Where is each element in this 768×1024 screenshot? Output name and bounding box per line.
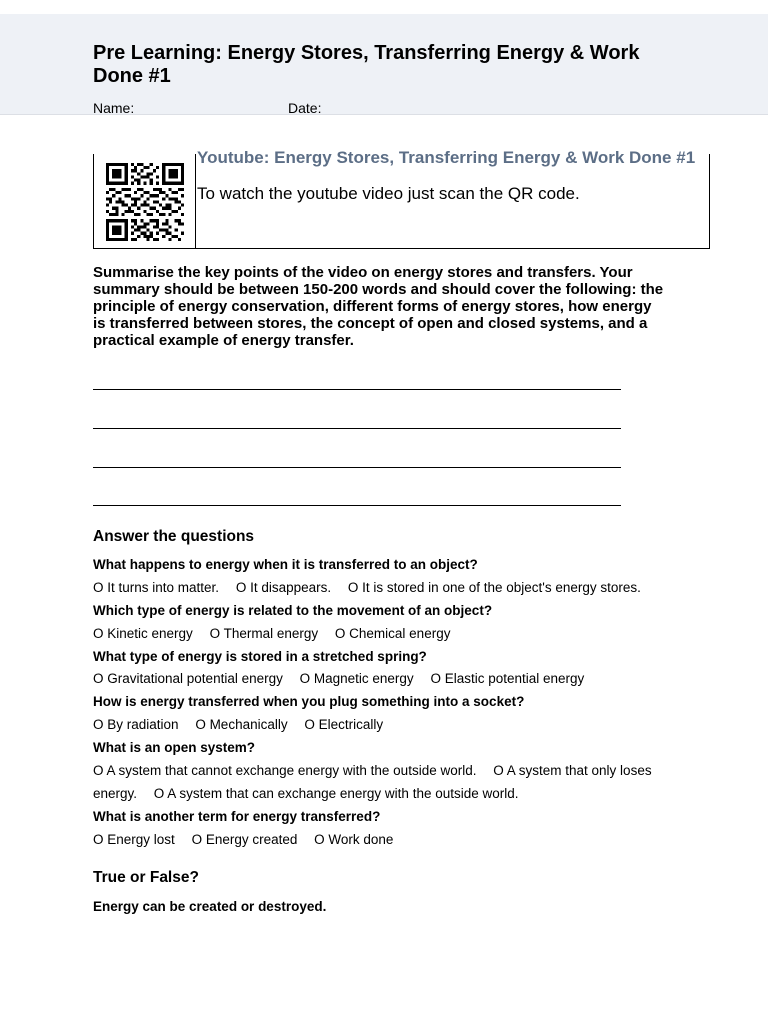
option[interactable]: O Elastic potential energy [430, 671, 585, 686]
date-label: Date: [288, 100, 322, 116]
options-6 [93, 828, 683, 851]
option[interactable]: O By radiation [93, 717, 179, 732]
true-false-heading: True or False? [93, 869, 199, 886]
answer-line[interactable] [93, 389, 621, 390]
options-4 [93, 713, 683, 736]
option[interactable]: O Chemical energy [334, 626, 451, 641]
questions-heading: Answer the questions [93, 528, 255, 545]
options-2 [93, 622, 683, 645]
option[interactable]: O Thermal energy [209, 626, 319, 641]
video-instruction: To watch the youtube video just scan the QR code. [197, 184, 580, 203]
answer-line[interactable] [93, 467, 621, 468]
option[interactable]: O A system that can exchange energy with the outside world. [153, 786, 519, 801]
option[interactable]: O Electrically [304, 717, 384, 732]
option[interactable]: O Gravitational potential energy [93, 671, 283, 686]
true-false-statement: Energy can be created or destroyed. [93, 899, 327, 914]
video-title: Youtube: Energy Stores, Transferring Energy & Work Done #1 [197, 148, 696, 167]
question-3: What type of energy is stored in a stretched spring? [93, 649, 427, 664]
video-box [93, 148, 710, 249]
option[interactable]: O Energy created [191, 832, 298, 847]
option[interactable]: O Magnetic energy [299, 671, 414, 686]
option[interactable]: O It is stored in one of the object's energy stores. [347, 580, 641, 595]
option[interactable]: O A system that cannot exchange energy with the outside world. [93, 763, 477, 778]
answer-line[interactable] [93, 428, 621, 429]
question-6: What is another term for energy transferred? [93, 809, 381, 824]
option[interactable]: O Work done [314, 832, 394, 847]
option[interactable]: O Mechanically [195, 717, 288, 732]
question-2: Which type of energy is related to the movement of an object? [93, 603, 493, 618]
option[interactable]: O Kinetic energy [93, 626, 193, 641]
options-1 [93, 576, 683, 599]
page-title: Pre Learning: Energy Stores, Transferring Energy & Work Done #1 [93, 42, 640, 87]
qr-code-cell [94, 154, 196, 248]
option[interactable]: O It disappears. [235, 580, 332, 595]
qr-code-icon[interactable] [104, 163, 186, 241]
option[interactable]: O It turns into matter. [93, 580, 220, 595]
options-5 [93, 759, 683, 805]
question-5: What is an open system? [93, 740, 256, 755]
answer-line[interactable] [93, 505, 621, 506]
option[interactable]: O Energy lost [93, 832, 175, 847]
option[interactable]: O A system that only loses energy. [93, 763, 652, 801]
options-3 [93, 667, 683, 690]
question-1: What happens to energy when it is transferred to an object? [93, 557, 478, 572]
question-4: How is energy transferred when you plug something into a socket? [93, 694, 525, 709]
summary-prompt: Summarise the key points of the video on energy stores and transfers. Your summary should be between 150-200 words and should cover the following: the principle of energy conservation, different forms of energy stores, how energy is transferred between stores, the concept of open and closed systems, and a practical example of energy transfer. [93, 264, 664, 349]
name-label: Name: [93, 100, 135, 116]
